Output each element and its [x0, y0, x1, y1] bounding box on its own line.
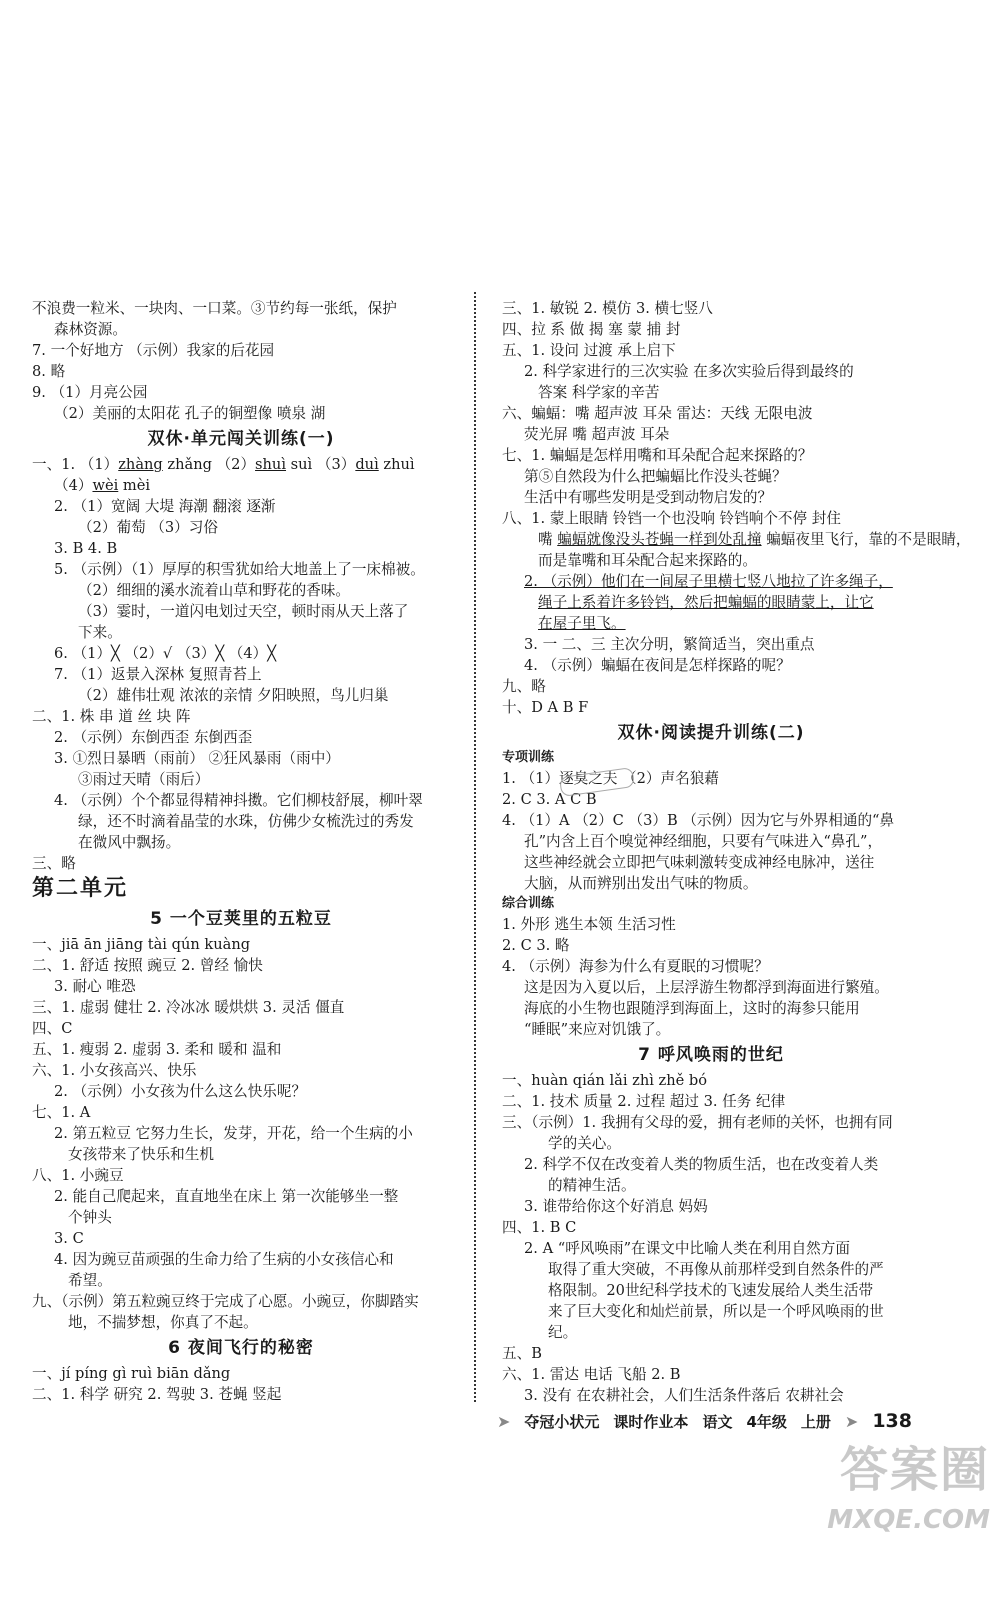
lesson-title: 6 夜间飞行的秘密	[168, 1338, 314, 1358]
arrow-icon: ➤	[844, 1411, 859, 1431]
text-line: 2. 科学家进行的三次实验 在多次实验后得到最终的	[524, 363, 854, 380]
text-line: 7. 一个好地方 （示例）我家的后花园	[32, 342, 275, 359]
text-line: 生活中有哪些发明是受到动物启发的？	[524, 489, 773, 506]
text-line: （2）美丽的太阳花 孔子的铜塑像 喷泉 湖	[54, 405, 326, 422]
text-line: 3. C	[54, 1230, 84, 1247]
text-line: 二、1. 株 串 道 丝 块 阵	[32, 708, 191, 725]
text-line: 3. 耐心 唯恐	[54, 978, 136, 995]
text-line: 3. ①烈日暴晒（雨前） ②狂风暴雨（雨中）	[54, 750, 340, 767]
watermark-logo: 答案圈	[839, 1442, 990, 1498]
text-line: 五、1. 瘦弱 2. 虚弱 3. 柔和 暖和 温和	[32, 1041, 282, 1058]
text-line: 3. 谁带给你这个好消息 妈妈	[524, 1198, 708, 1215]
section-title: 双休·单元闯关训练(一)	[147, 429, 335, 449]
text-line: 的精神生活。	[548, 1177, 636, 1194]
text-line: 8. 略	[32, 363, 66, 380]
subsection-label: 综合训练	[502, 896, 555, 911]
underlined-text: 蝙蝠就像没头苍蝇一样到处乱撞	[557, 531, 762, 548]
text-span: zhǎng （2）	[162, 456, 256, 473]
text-line: 2. C 3. A C B	[502, 791, 597, 808]
text-line: 海底的小生物也跟随浮到海面上，这时的海参只能用	[524, 1000, 860, 1017]
text-line: 格限制。20世纪科学技术的飞速发展给人类生活带	[548, 1282, 874, 1299]
underlined-text: 在屋子里飞。	[538, 615, 626, 632]
lesson-title: 5 一个豆荚里的五粒豆	[150, 909, 332, 929]
text-line: ③雨过天晴（雨后）	[78, 771, 210, 788]
text-line: 5. （示例）（1）厚厚的积雪犹如给大地盖上了一床棉被。	[54, 561, 425, 578]
text-line: 七、1. 蝙蝠是怎样用嘴和耳朵配合起来探路的？	[502, 447, 813, 464]
lesson-title: 7 呼风唤雨的世纪	[638, 1045, 784, 1065]
text-line: 大脑，从而辨别出发出气味的物质。	[524, 875, 758, 892]
text-line: 答案 科学家的辛苦	[538, 384, 660, 401]
text-line: 2. A “呼风唤雨”在课文中比喻人类在利用自然方面	[524, 1240, 850, 1257]
text-line: 4. 因为豌豆苗顽强的生命力给了生病的小女孩信心和	[54, 1251, 394, 1268]
text-line: 三、略	[32, 855, 76, 872]
text-line: 2. C 3. 略	[502, 937, 570, 954]
underlined-text: 2. （示例）他们在一间屋子里横七竖八地拉了许多绳子，	[524, 573, 893, 590]
text-line: 六、1. 雷达 电话 飞船 2. B	[502, 1366, 681, 1383]
text-line	[502, 529, 971, 550]
text-line: 3. 一 二、三 主次分明，繁简适当，突出重点	[524, 636, 815, 653]
text-line: 1. 外形 逃生本领 生活习性	[502, 916, 676, 933]
text-line: 不浪费一粒米、一块肉、一口菜。③节约每一张纸，保护	[32, 300, 397, 317]
subsection-label: 专项训练	[502, 750, 555, 765]
text-line: 4. （示例）海参为什么有夏眠的习惯呢？	[502, 958, 769, 975]
text-line: 2. （1）宽阔 大堤 海潮 翻滚 逐渐	[54, 498, 276, 515]
text-line: 六、1. 小女孩高兴、快乐	[32, 1062, 197, 1079]
text-line: 2. 能自己爬起来，直直地坐在床上 第一次能够坐一整	[54, 1188, 399, 1205]
text-line: 一、jí píng gì ruì biān dǎng	[32, 1365, 231, 1382]
text-line: 2. （示例）小女孩为什么这么快乐呢？	[54, 1083, 307, 1100]
text-line: 七、1. A	[32, 1104, 91, 1121]
text-line: 6. （1）╳ （2）√ （3）╳ （4）╳	[54, 645, 277, 662]
text-line: 五、B	[502, 1345, 542, 1362]
text-span: 一、1. （1）	[32, 456, 119, 473]
watermark	[800, 1440, 990, 1590]
subject-label: 语文	[702, 1412, 733, 1431]
text-line: （2）葡萄 （3）习俗	[78, 519, 218, 536]
text-line: 4. （示例）蝙蝠在夜间是怎样探路的呢？	[524, 657, 791, 674]
text-line: （2）细细的溪水流着山草和野花的香味。	[78, 582, 350, 599]
text-line: 3. 没有 在农耕社会，人们生活条件落后 农耕社会	[524, 1387, 844, 1404]
text-span: （4）	[54, 477, 93, 494]
text-line: 这是因为入夏以后，上层浮游生物都浮到海面进行繁殖。	[524, 979, 889, 996]
text-line: 7. （1）返景入深林 复照青苔上	[54, 666, 262, 683]
column-divider	[474, 292, 476, 1402]
watermark-url: MXQE.COM	[827, 1505, 990, 1535]
underlined-text: 绳子上系着许多铃铛，然后把蝙蝠的眼睛蒙上，让它	[538, 594, 874, 611]
text-line: 二、1. 技术 质量 2. 过程 超过 3. 任务 纪律	[502, 1093, 786, 1110]
text-line	[502, 571, 920, 592]
brand-name: 夺冠小状元	[524, 1412, 600, 1431]
text-line: 个钟头	[68, 1209, 112, 1226]
text-line: 四、1. B C	[502, 1219, 577, 1236]
text-line: 二、1. 舒适 按照 豌豆 2. 曾经 愉快	[32, 957, 263, 974]
text-line: 二、1. 科学 研究 2. 驾驶 3. 苍蝇 竖起	[32, 1386, 282, 1403]
text-line: 纪。	[548, 1324, 578, 1341]
underlined-text: zhàng	[118, 456, 163, 473]
text-span: suì （3）	[286, 456, 356, 473]
text-span: 嘴	[538, 531, 558, 548]
text-line: 十、D A B F	[502, 699, 589, 716]
text-line: 九、（示例）第五粒豌豆终于完成了心愿。小豌豆，你脚踏实	[32, 1293, 419, 1310]
text-line: 四、拉 系 做 揭 塞 蒙 捕 封	[502, 321, 681, 338]
text-line: 四、C	[32, 1020, 73, 1037]
text-line: 2. 第五粒豆 它努力生长，发芽，开花，给一个生病的小	[54, 1125, 413, 1142]
text-line: 下来。	[78, 624, 122, 641]
underlined-text: shuì	[255, 456, 287, 473]
arrow-icon: ➤	[497, 1411, 511, 1431]
text-line: 1. （1）逐臭之夫 （2）声名狼藉	[502, 770, 719, 787]
text-line: 八、1. 小豌豆	[32, 1167, 124, 1184]
text-line: 学的关心。	[548, 1135, 621, 1152]
text-line: 取得了重大突破，不再像从前那样受到自然条件的严	[548, 1261, 884, 1278]
book-name: 课时作业本	[613, 1412, 689, 1431]
left-column	[32, 298, 450, 1405]
text-line	[502, 613, 920, 634]
volume-label: 上册	[800, 1412, 831, 1431]
grade-label: 4年级	[746, 1412, 787, 1431]
text-line: 女孩带来了快乐和生机	[68, 1146, 214, 1163]
text-line: 9. （1）月亮公园	[32, 384, 148, 401]
text-line	[32, 475, 450, 496]
text-line: 在微风中飘扬。	[78, 834, 181, 851]
text-line: 三、1. 敏锐 2. 模仿 3. 横七竖八	[502, 300, 713, 317]
text-line: 绿，还不时滴着晶莹的水珠，仿佛少女梳洗过的秀发	[78, 813, 414, 830]
text-line: 五、1. 设问 过渡 承上启下	[502, 342, 676, 359]
text-line: 3. B 4. B	[54, 540, 118, 557]
text-line: 地，不揣梦想，你真了不起。	[68, 1314, 258, 1331]
text-line: 三、1. 虚弱 健壮 2. 冷冰冰 暖烘烘 3. 灵活 僵直	[32, 999, 345, 1016]
text-line: （2）雄伟壮观 浓浓的亲情 夕阳映照，鸟儿归巢	[78, 687, 389, 704]
text-line: 而是靠嘴和耳朵配合起来探路的。	[538, 552, 757, 569]
text-line: 第⑤自然段为什么把蝙蝠比作没头苍蝇？	[524, 468, 787, 485]
text-line	[32, 454, 450, 475]
text-line: 八、1. 蒙上眼睛 铃铛一个也没响 铃铛响个不停 封住	[502, 510, 841, 527]
page-footer	[497, 1406, 917, 1436]
text-line: 一、jiā ān jiāng tài qún kuàng	[32, 936, 251, 953]
text-line: 三、（示例）1. 我拥有父母的爱，拥有老师的关怀，也拥有同	[502, 1114, 893, 1131]
unit-heading: 第二单元	[32, 876, 129, 901]
text-line: 4. （示例）个个都显得精神抖擞。它们柳枝舒展，柳叶翠	[54, 792, 423, 809]
right-column	[502, 298, 971, 1406]
text-line: 来了巨大变化和灿烂前景，所以是一个呼风唤雨的世	[548, 1303, 884, 1320]
text-line: 4. （1）A （2）C （3）B （示例）因为它与外界相通的“鼻	[502, 812, 895, 829]
text-line: 一、huàn qián lǎi zhì zhě bó	[502, 1072, 708, 1089]
text-line: 2. 科学不仅在改变着人类的物质生活，也在改变着人类	[524, 1156, 879, 1173]
underlined-text: duì	[355, 456, 379, 473]
text-line: 九、略	[502, 678, 546, 695]
text-line: 荧光屏 嘴 超声波 耳朵	[524, 426, 670, 443]
text-span: mèi	[118, 477, 151, 494]
page-number: 138	[872, 1410, 912, 1432]
text-line: 2. （示例）东倒西歪 东倒西歪	[54, 729, 253, 746]
text-span: 蝙蝠夜里飞行，靠的不是眼睛，	[766, 531, 971, 548]
text-line: （3）霎时，一道闪电划过天空，顿时雨从天上落了	[78, 603, 409, 620]
text-line: “睡眠”来应对饥饿了。	[524, 1021, 671, 1038]
text-span: zhuì	[378, 456, 415, 473]
text-line: 希望。	[68, 1272, 112, 1289]
section-title: 双休·阅读提升训练(二)	[617, 723, 805, 743]
text-line: 这些神经就会立即把气味刺激转变成神经电脉冲，送往	[524, 854, 875, 871]
text-line: 六、蝙蝠：嘴 超声波 耳朵 雷达：天线 无限电波	[502, 405, 813, 422]
text-line	[502, 592, 920, 613]
text-line: 孔”内含上百个嗅觉神经细胞，只要有气味进入“鼻孔”，	[524, 833, 883, 850]
text-line: 森林资源。	[54, 321, 127, 338]
underlined-text: wèi	[92, 477, 119, 494]
